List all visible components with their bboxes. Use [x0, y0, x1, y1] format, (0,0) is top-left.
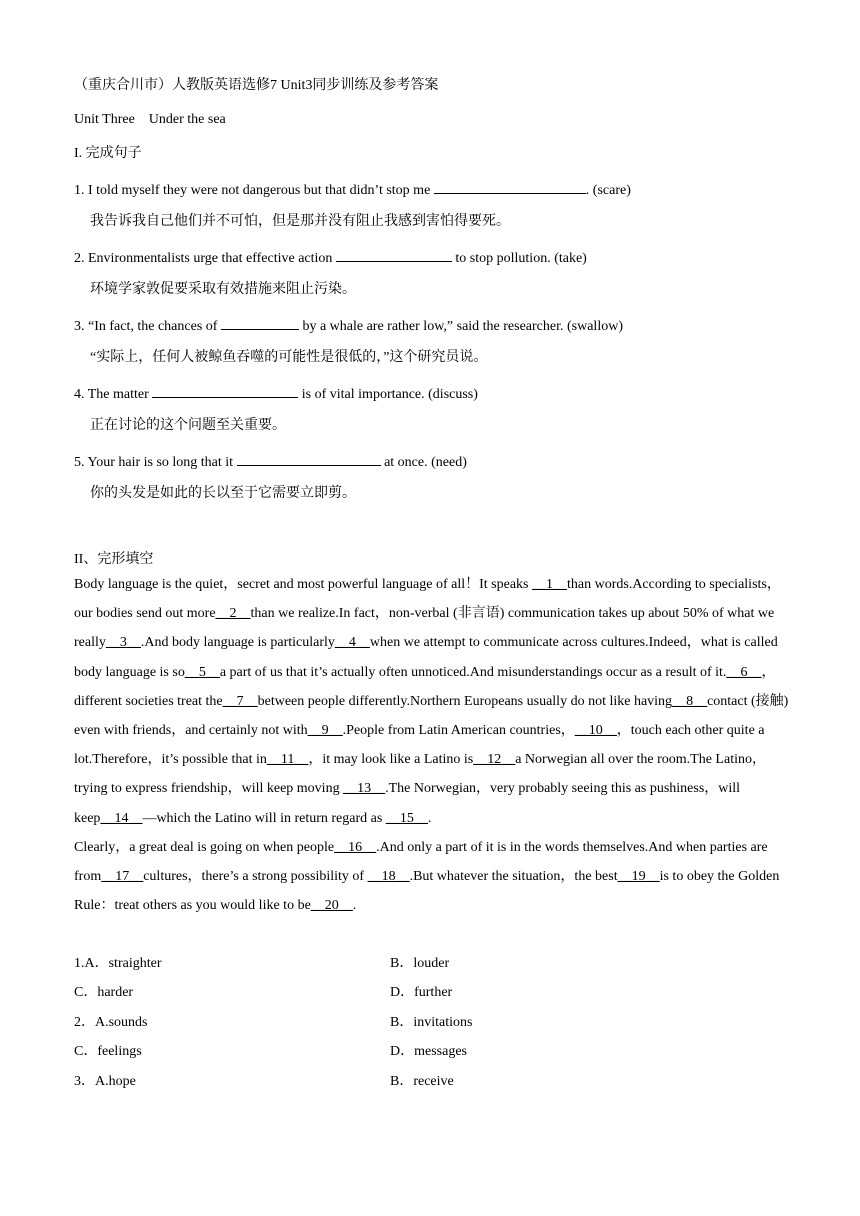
- cloze-blank-7: 7: [236, 693, 244, 709]
- sentence-4: [74, 383, 478, 404]
- sentence-2-cn: 环境学家敦促要采取有效措施来阻止污染。: [90, 282, 356, 297]
- cloze-blank-8: 8: [686, 693, 694, 709]
- cloze-blank-1: 1: [546, 577, 553, 592]
- cloze-blank-6: 6: [740, 664, 748, 680]
- sentence-5-cn: 你的头发是如此的长以至于它需要立即剪。: [90, 486, 356, 501]
- section2-heading: II、完形填空: [74, 552, 154, 567]
- blank-5[interactable]: [237, 451, 381, 466]
- cloze-blank-5: 5: [198, 664, 206, 680]
- sentence-1-cn: 我告诉我自己他们并不可怕，但是那并没有阻止我感到害怕得要死。: [90, 214, 510, 229]
- blank-2[interactable]: [336, 247, 452, 262]
- sentence-2: [74, 247, 587, 268]
- cloze-blank-10: 10: [588, 723, 603, 739]
- sentence-3-text: 3. “In fact, the chances of: [74, 319, 221, 334]
- document-title: （重庆合川市）人教版英语选修7 Unit3同步训练及参考答案: [74, 78, 439, 93]
- option-2a: 2．A.sounds: [74, 1015, 148, 1030]
- sentence-1-text: 1. I told myself they were not dangerous but that didn’t stop me: [74, 183, 434, 198]
- option-2b: B．invitations: [390, 1015, 473, 1030]
- cloze-blank-4: 4: [348, 635, 356, 651]
- sentence-4-hint: is of vital importance. (discuss): [298, 387, 478, 402]
- sentence-3: [74, 315, 623, 336]
- sentence-3-cn: “实际上，任何人被鲸鱼吞噬的可能性是很低的，”这个研究员说。: [90, 350, 488, 365]
- sentence-5-text: 5. Your hair is so long that it: [74, 455, 237, 470]
- cloze-blank-13: 13: [357, 781, 372, 797]
- cloze-blank-3: 3: [119, 635, 127, 651]
- option-2d: D．messages: [390, 1044, 467, 1059]
- cloze-blank-15: 15: [399, 810, 414, 826]
- sentence-3-hint: by a whale are rather low,” said the researcher. (swallow): [298, 319, 623, 334]
- unit-heading: Unit Three Under the sea: [74, 112, 226, 127]
- sentence-2-hint: to stop pollution. (take): [451, 251, 587, 266]
- sentence-1-hint: . (scare): [585, 183, 631, 198]
- cloze-blank-9: 9: [321, 723, 329, 739]
- sentence-5: [74, 451, 467, 472]
- sentence-1: [74, 179, 631, 200]
- option-3b: B．receive: [390, 1074, 454, 1089]
- option-1b: B．louder: [390, 956, 450, 971]
- cloze-blank-12: 12: [487, 752, 502, 768]
- cloze-blank-20: 20: [324, 898, 339, 914]
- cloze-blank-18: 18: [381, 869, 396, 885]
- cloze-blank-11: 11: [280, 752, 295, 768]
- sentence-4-text: 4. The matter: [74, 387, 153, 402]
- sentence-4-cn: 正在讨论的这个问题至关重要。: [90, 418, 286, 433]
- cloze-blank-2: 2: [229, 606, 237, 622]
- cloze-blank-19: 19: [631, 869, 646, 885]
- cloze-passage: Body language is the quiet，secret and most powerful language of all！It speaks __1__than words.According to specialists，our bodies send out more__2__than we realize.In fact，non-verbal (非言语) communication takes up about 50% of what we really__3__.And body language is particularly__4__when we attempt to communicate across cultures.Indeed，what is called body language is so__5__a part of us that it’s actually often unnoticed.And misunderstandings occur as a result of it.__6__，different societies treat the__7__between people differently.Northern Europeans usually do not like having__8__contact (接触) even with friends，and certainly not with__9__.People from Latin American countries，__10__，touch each other quite a lot.Therefore，it’s possible that in__11__，it may look like a Latino is__12__a Norwegian all over the room.The Latino，trying to express friendship，will keep moving __13__.The Norwegian，very probably seeing this as pushiness，will keep__14__—which the Latino will in return regard as __15__. Clearly，a great deal is going on when people__16__.And only a part of it is in the words themselves.And when parties are from__17__cultures，there’s a strong possibility of __18__.But whatever the situation，the best__19__is to obey the Golden Rule：treat others as you would like to be__20__.: [74, 577, 789, 914]
- option-1d: D．further: [390, 985, 453, 1000]
- blank-3[interactable]: [221, 315, 299, 330]
- cloze-blank-14: 14: [114, 810, 129, 826]
- option-3a: 3．A.hope: [74, 1074, 136, 1089]
- option-2c: C．feelings: [74, 1044, 142, 1059]
- option-1a: 1.A．straighter: [74, 956, 162, 971]
- option-1c: C．harder: [74, 985, 134, 1000]
- blank-4[interactable]: [152, 383, 298, 398]
- blank-1[interactable]: [434, 179, 586, 194]
- cloze-blank-16: 16: [348, 839, 363, 855]
- sentence-2-text: 2. Environmentalists urge that effective action: [74, 251, 336, 266]
- section1-heading: I. 完成句子: [74, 146, 142, 161]
- cloze-blank-17: 17: [115, 869, 130, 885]
- sentence-5-hint: at once. (need): [380, 455, 467, 470]
